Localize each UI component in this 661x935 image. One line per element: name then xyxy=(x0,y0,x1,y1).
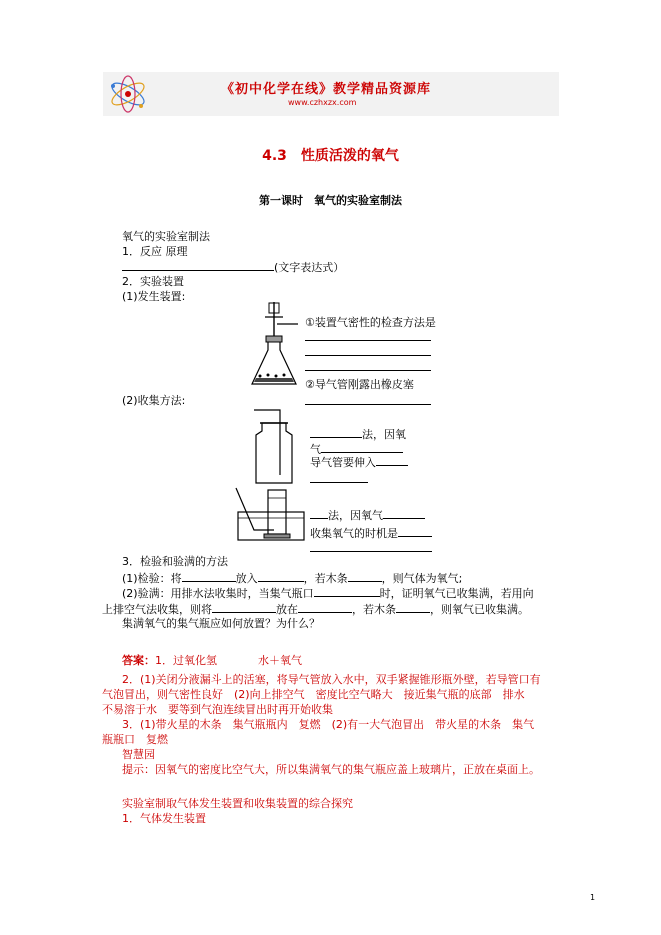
banner-url[interactable]: www.czhxzx.com xyxy=(288,98,357,107)
item-test-method: 3．检验和验满的方法 xyxy=(122,555,228,568)
answer-line[interactable] xyxy=(310,551,432,552)
word-equation-label: (文字表达式） xyxy=(274,261,345,274)
item-apparatus: 2．实验装置 xyxy=(122,275,184,288)
answer-line[interactable] xyxy=(305,404,431,405)
tube-depth-label: 导气管要伸入 xyxy=(310,456,376,469)
full-check-text: ，则氧气已收集满。 xyxy=(430,603,529,616)
answer-products: 水＋氧气 xyxy=(258,654,302,667)
header-banner xyxy=(103,72,559,116)
item-collection: (2)收集方法: xyxy=(122,394,186,407)
conical-flask-funnel-diagram xyxy=(248,300,300,392)
chapter-title: 4.3 性质活泼的氧气 xyxy=(262,148,399,164)
answer-blank[interactable] xyxy=(310,507,328,519)
atom-logo-icon xyxy=(105,74,151,114)
item-reaction-principle: 1．反应 原理 xyxy=(122,245,188,258)
section-heading: 氧气的实验室制法 xyxy=(122,230,210,243)
tube-depth-row xyxy=(310,454,408,470)
hint-text: 提示：因氧气的密度比空气大，所以集满氧气的集气瓶应盖上玻璃片，正放在桌面上。 xyxy=(122,763,540,776)
answer-reactant: 1．过氧化氢 xyxy=(155,654,217,667)
answer-blank[interactable] xyxy=(398,525,432,537)
answer-blank[interactable] xyxy=(212,601,276,613)
test-text: 放入 xyxy=(235,572,258,585)
wisdom-heading: 智慧园 xyxy=(122,748,155,761)
answer-row-1 xyxy=(122,653,217,668)
answer-blank[interactable] xyxy=(383,507,425,519)
answer-2-line-1: 2．(1)关闭分液漏斗上的活塞，将导气管放入水中，双手紧握锥形瓶外壁，若导管口有 xyxy=(122,673,541,686)
test-text: ，若木条 xyxy=(303,572,348,585)
upward-method-row xyxy=(310,426,406,442)
gas-jar-diagram xyxy=(250,405,298,485)
test-text: ，则气体为氧气; xyxy=(381,572,463,585)
answer-blank[interactable] xyxy=(396,601,430,613)
test-row xyxy=(122,570,462,586)
full-check-text: ，若木条 xyxy=(352,603,396,616)
full-check-text: 时，证明氧气已收集满，若用向 xyxy=(379,587,534,600)
item-generator: (1)发生装置: xyxy=(122,290,186,303)
water-method-label: 法，因氧气 xyxy=(328,509,383,522)
answer-line[interactable] xyxy=(305,370,431,371)
water-trough-diagram xyxy=(234,486,308,544)
section-2-heading: 实验室制取气体发生装置和收集装置的综合探究 xyxy=(122,797,353,810)
full-check-row-2 xyxy=(102,601,529,617)
answer-3-line-2: 瓶瓶口 复燃 xyxy=(102,733,168,746)
page-number: 1 xyxy=(590,893,596,902)
answer-line[interactable] xyxy=(305,355,431,356)
answer-blank[interactable] xyxy=(348,570,382,582)
answer-blank[interactable] xyxy=(376,454,408,466)
full-check-text: 上排空气法收集，则将 xyxy=(102,603,212,616)
test-text: (1)检验：将 xyxy=(122,572,182,585)
answer-label: 答案： xyxy=(122,654,155,667)
answer-blank[interactable] xyxy=(310,426,362,438)
answer-2-line-2: 气泡冒出，则气密性良好 (2)向上排空气 密度比空气略大 接近集气瓶的底部 排水 xyxy=(102,688,525,701)
answer-blank[interactable] xyxy=(122,259,274,271)
placement-question: 集满氧气的集气瓶应如何放置？为什么？ xyxy=(122,617,320,630)
upward-reason-label: 气 xyxy=(310,443,321,456)
banner-title: 《初中化学在线》教学精品资源库 xyxy=(221,82,432,97)
answer-2-line-3: 不易溶于水 要等到气泡连续冒出时再开始收集 xyxy=(102,703,333,716)
answer-blank[interactable] xyxy=(314,585,380,597)
tube-note-label: ②导气管刚露出橡皮塞 xyxy=(305,378,414,391)
airtightness-check-label: ①装置气密性的检查方法是 xyxy=(305,316,436,329)
collect-timing-row xyxy=(310,525,432,541)
full-check-text: (2)验满：用排水法收集时，当集气瓶口 xyxy=(122,587,314,600)
answer-blank[interactable] xyxy=(182,570,236,582)
lesson-title: 第一课时 氧气的实验室制法 xyxy=(259,194,402,207)
collect-timing-label: 收集氧气的时机是 xyxy=(310,527,398,540)
answer-blank[interactable] xyxy=(258,570,304,582)
water-method-row xyxy=(310,507,425,523)
answer-blank[interactable] xyxy=(298,601,352,613)
answer-blank[interactable] xyxy=(321,441,403,453)
answer-line[interactable] xyxy=(310,482,368,483)
answer-line[interactable] xyxy=(305,340,431,341)
full-check-text: 放在 xyxy=(276,603,298,616)
upward-method-label: 法，因氧 xyxy=(362,428,406,441)
reaction-principle-blank-row xyxy=(122,259,344,275)
full-check-row-1 xyxy=(122,585,534,601)
answer-3-line-1: 3．(1)带火星的木条 集气瓶瓶内 复燃 (2)有一大气泡冒出 带火星的木条 集气 xyxy=(122,718,535,731)
section-2-item-1: 1．气体发生装置 xyxy=(122,812,206,825)
